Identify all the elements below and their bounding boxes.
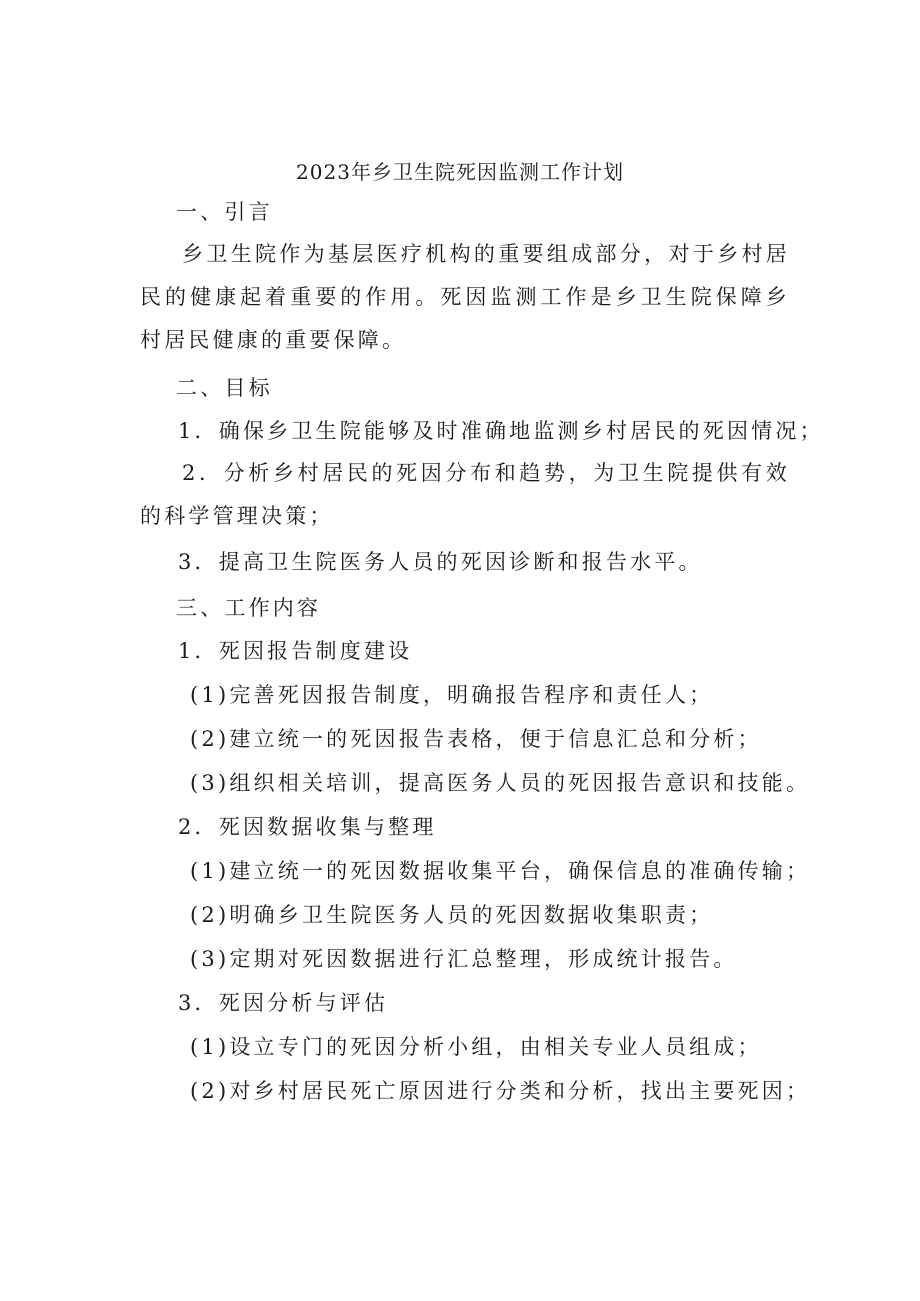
goal-item-1: 1．确保乡卫生院能够及时准确地监测乡村居民的死因情况； (178, 419, 824, 443)
section-heading-content: 三、工作内容 (176, 596, 322, 620)
content-item-1-2: (2)建立统一的死因报告表格，便于信息汇总和分析； (190, 727, 762, 751)
content-item-3-heading: 3．死因分析与评估 (178, 991, 389, 1015)
content-item-3-1: (1)设立专门的死因分析小组，由相关专业人员组成； (190, 1035, 762, 1059)
content-item-3-2: (2)对乡村居民死亡原因进行分类和分析，找出主要死因； (190, 1079, 811, 1103)
section-heading-goals: 二、目标 (176, 376, 273, 400)
content-item-2-heading: 2．死因数据收集与整理 (178, 815, 437, 839)
document-title: 2023年乡卫生院死因监测工作计划 (296, 160, 624, 184)
goal-item-2: 2．分析乡村居民的死因分布和趋势，为卫生院提供有效的科学管理决策； (140, 461, 790, 528)
content-item-2-1: (1)建立统一的死因数据收集平台，确保信息的准确传输； (190, 859, 811, 883)
content-item-1-1: (1)完善死因报告制度，明确报告程序和责任人； (190, 683, 714, 707)
content-item-2-2: (2)明确乡卫生院医务人员的死因数据收集职责； (190, 903, 714, 927)
section-heading-intro: 一、引言 (176, 200, 273, 224)
content-item-1-heading: 1．死因报告制度建设 (178, 639, 413, 663)
goal-item-3: 3．提高卫生院医务人员的死因诊断和报告水平。 (178, 550, 703, 574)
intro-paragraph: 乡卫生院作为基层医疗机构的重要组成部分，对于乡村居民的健康起着重要的作用。死因监测工作是乡卫生院保障乡村居民健康的重要保障。 (140, 242, 790, 352)
content-item-1-3: (3)组织相关培训，提高医务人员的死因报告意识和技能。 (190, 771, 811, 795)
content-item-2-3: (3)定期对死因数据进行汇总整理，形成统计报告。 (190, 947, 738, 971)
